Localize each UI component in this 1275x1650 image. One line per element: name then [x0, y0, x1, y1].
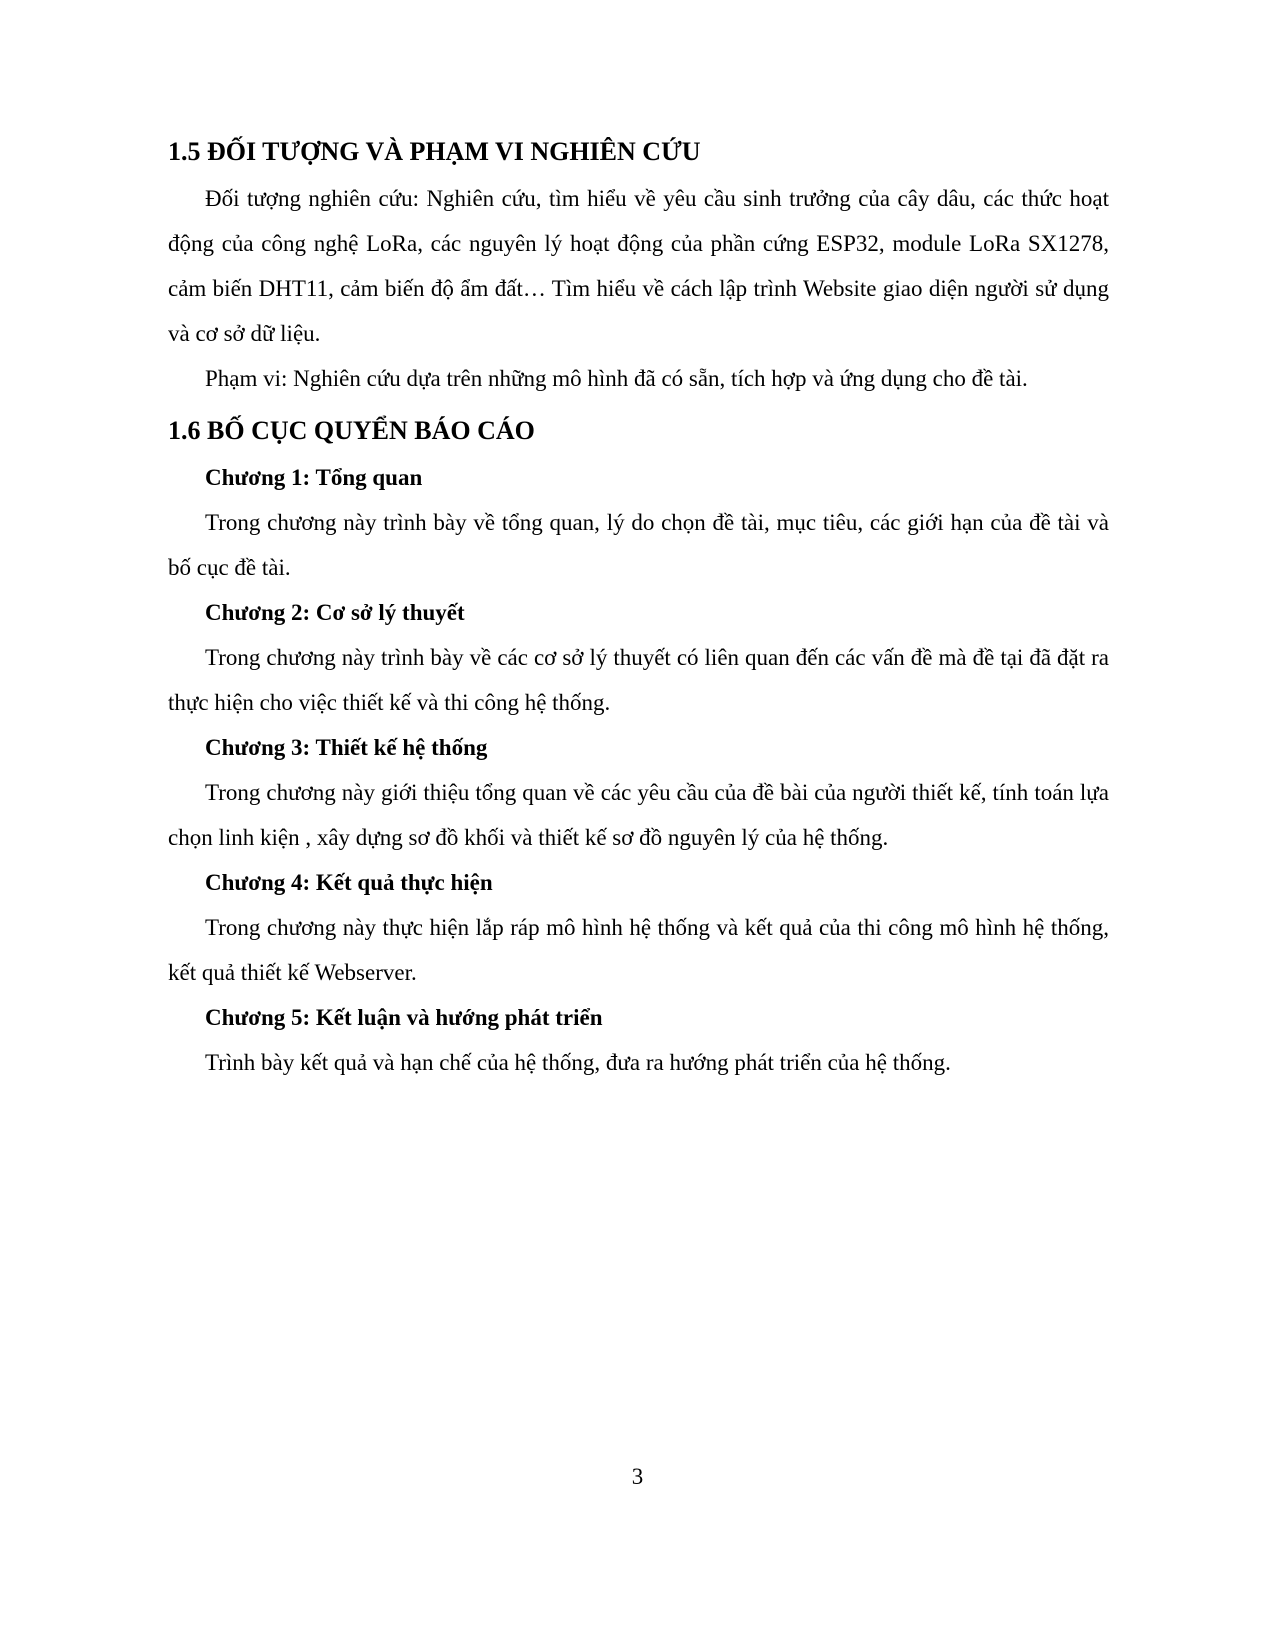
- chapter-1-title: Chương 1: Tổng quan: [205, 465, 423, 490]
- page-number: 3: [631, 1464, 644, 1489]
- chapter-3-body: Trong chương này giới thiệu tổng quan về các yêu cầu của đề bài của người thiết kế, tính toán lựa chọn linh kiện , xây dựng sơ đồ khối và thiết kế sơ đồ nguyên lý của hệ thống.: [168, 780, 1109, 850]
- chapter-4-body: Trong chương này thực hiện lắp ráp mô hình hệ thống và kết quả của thi công mô hình hệ thống, kết quả thiết kế Webserver.: [168, 915, 1109, 985]
- page-content: [168, 128, 1109, 1085]
- chapter-4-title: Chương 4: Kết quả thực hiện: [205, 870, 493, 895]
- chapter-2-body: Trong chương này trình bày về các cơ sở lý thuyết có liên quan đến các vấn đề mà đề tại đã đặt ra thực hiện cho việc thiết kế và thi công hệ thống.: [168, 645, 1109, 715]
- section-1-5-heading: 1.5 ĐỐI TƯỢNG VÀ PHẠM VI NGHIÊN CỨU: [168, 137, 701, 166]
- chapter-1-body: Trong chương này trình bày về tổng quan, lý do chọn đề tài, mục tiêu, các giới hạn của đề tài và bố cục đề tài.: [168, 510, 1109, 580]
- chapter-2-title: Chương 2: Cơ sở lý thuyết: [205, 600, 465, 625]
- section-1-5-paragraph-2: Phạm vi: Nghiên cứu dựa trên những mô hình đã có sẵn, tích hợp và ứng dụng cho đề tài.: [205, 366, 1028, 391]
- chapter-5-body: Trình bày kết quả và hạn chế của hệ thống, đưa ra hướng phát triển của hệ thống.: [205, 1050, 951, 1075]
- chapter-5-title: Chương 5: Kết luận và hướng phát triển: [205, 1005, 603, 1030]
- chapter-3-title: Chương 3: Thiết kế hệ thống: [205, 735, 488, 760]
- section-1-5-paragraph-1: Đối tượng nghiên cứu: Nghiên cứu, tìm hiểu về yêu cầu sinh trưởng của cây dâu, các thức hoạt động của công nghệ LoRa, các nguyên lý hoạt động của phần cứng ESP32, module LoRa SX1278, cảm biến DHT11, cảm biến độ ẩm đất… Tìm hiểu về cách lập trình Website giao diện người sử dụng và cơ sở dữ liệu.: [168, 186, 1109, 346]
- section-1-6-heading: 1.6 BỐ CỤC QUYỂN BÁO CÁO: [168, 416, 535, 445]
